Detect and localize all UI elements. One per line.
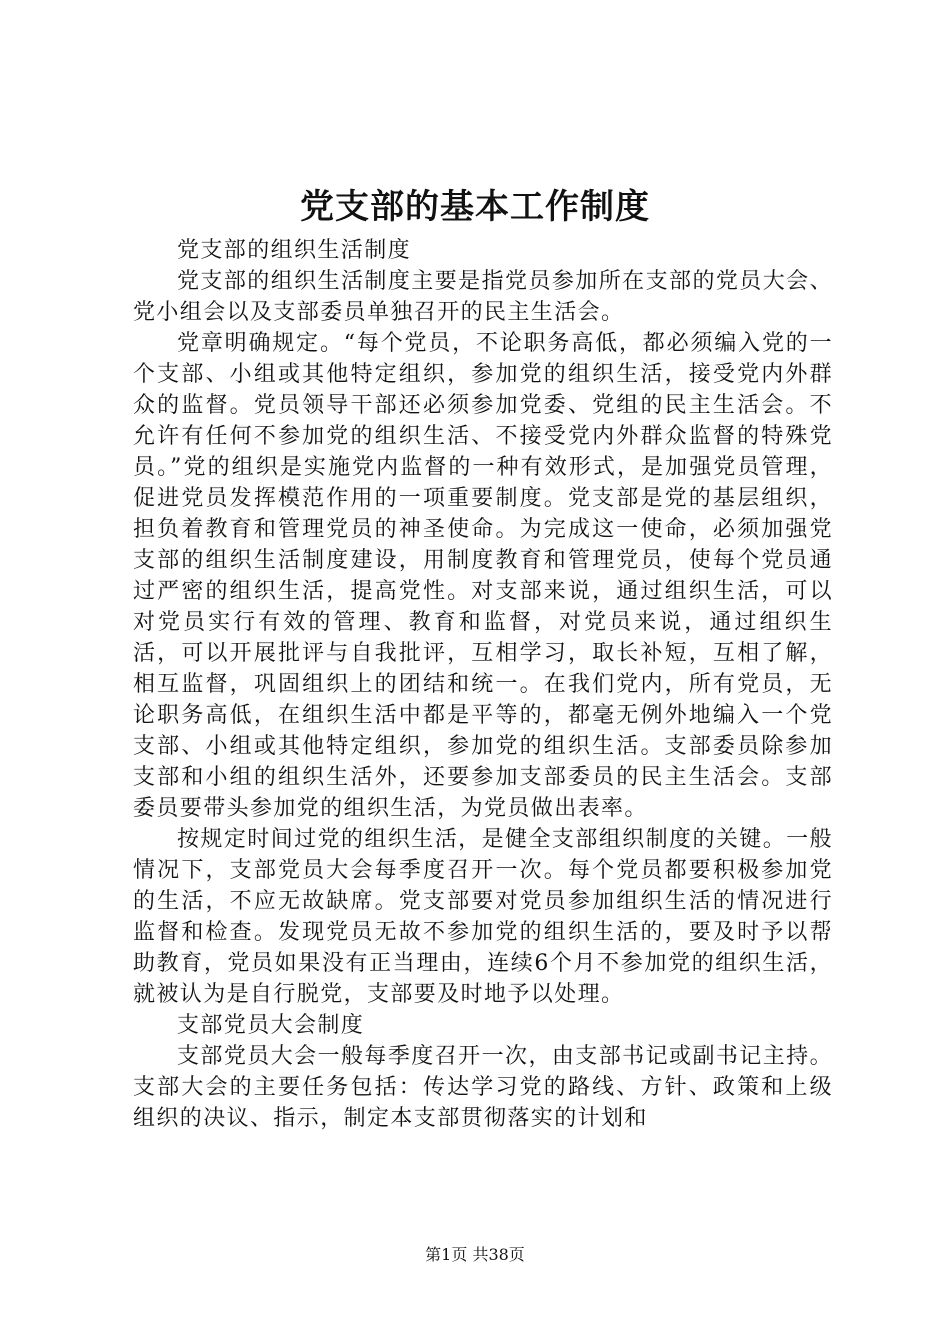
document-body [133, 235, 833, 1134]
paragraph: 按规定时间过党的组织生活，是健全支部组织制度的关键。一般情况下，支部党员大会每季度召开一次。每个党员都要积极参加党的生活，不应无故缺席。党支部要对党员参加组织生活的情况进行监督和检查。发现党员无故不参加党的组织生活的，要及时予以帮助教育，党员如果没有正当理由，连续6个月不参加党的组织生活，就被认为是自行脱党，支部要及时地予以处理。 [133, 827, 833, 1007]
section-heading-member-meeting: 支部党员大会制度 [177, 1013, 365, 1038]
paragraph: 党支部的组织生活制度主要是指党员参加所在支部的党员大会、党小组会以及支部委员单独召开的民主生活会。 [133, 269, 833, 325]
section-heading-org-life: 党支部的组织生活制度 [177, 238, 412, 263]
paragraph: 支部党员大会一般每季度召开一次，由支部书记或副书记主持。支部大会的主要任务包括：传达学习党的路线、方针、政策和上级组织的决议、指示，制定本支部贯彻落实的计划和 [133, 1044, 833, 1131]
paragraph: 党章明确规定。“每个党员，不论职务高低，都必须编入党的一个支部、小组或其他特定组织，参加党的组织生活，接受党内外群众的监督。党员领导干部还必须参加党委、党组的民主生活会。不允许有任何不参加党的组织生活、不接受党内外群众监督的特殊党员。”党的组织是实施党内监督的一种有效形式，是加强党员管理，促进党员发挥模范作用的一项重要制度。党支部是党的基层组织，担负着教育和管理党员的神圣使命。为完成这一使命，必须加强党支部的组织生活制度建设，用制度教育和管理党员，使每个党员通过严密的组织生活，提高党性。对支部来说，通过组织生活，可以对党员实行有效的管理、教育和监督，对党员来说，通过组织生活，可以开展批评与自我批评，互相学习，取长补短，互相了解，相互监督，巩固组织上的团结和统一。在我们党内，所有党员，无论职务高低，在组织生活中都是平等的，都毫无例外地编入一个党支部、小组或其他特定组织，参加党的组织生活。支部委员除参加支部和小组的组织生活外，还要参加支部委员的民主生活会。支部委员要带头参加党的组织生活，为党员做出表率。 [133, 331, 833, 821]
document-title: 党支部的基本工作制度 [300, 187, 650, 227]
page-number: 第1页 共38页 [425, 1245, 525, 1264]
